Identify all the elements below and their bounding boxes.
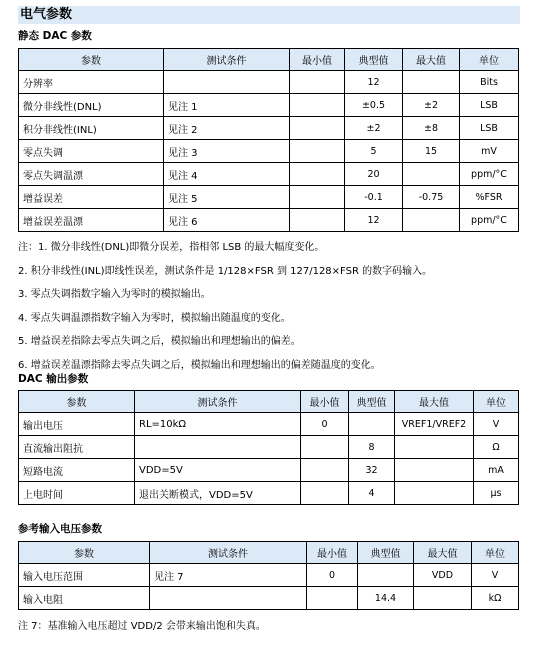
cell-unit: LSB [460, 117, 519, 140]
table-row [19, 186, 519, 209]
cell-condition: 见注 7 [150, 564, 307, 587]
dac-output-table [18, 390, 519, 505]
cell-param: 增益误差 [19, 186, 164, 209]
header-typ: 典型值 [358, 542, 414, 564]
cell-unit: mV [460, 140, 519, 163]
cell-min [290, 117, 345, 140]
cell-max: -0.75 [403, 186, 460, 209]
cell-param: 零点失调温漂 [19, 163, 164, 186]
cell-max [395, 436, 474, 459]
table-row [19, 564, 519, 587]
table-row [19, 459, 519, 482]
cell-min [301, 436, 349, 459]
static-dac-title: 静态 DAC 参数 [18, 30, 92, 42]
cell-min [307, 587, 358, 610]
cell-max: VDD [414, 564, 472, 587]
cell-param: 积分非线性(INL) [19, 117, 164, 140]
cell-condition: 见注 3 [164, 140, 290, 163]
table-row [19, 117, 519, 140]
cell-unit: ppm/°C [460, 209, 519, 232]
cell-unit: μs [474, 482, 519, 505]
header-typ: 典型值 [345, 49, 403, 71]
cell-max [395, 459, 474, 482]
cell-min [290, 94, 345, 117]
cell-param: 输入电压范围 [19, 564, 150, 587]
cell-max [403, 209, 460, 232]
cell-min [290, 71, 345, 94]
table-row [19, 71, 519, 94]
header-min: 最小值 [307, 542, 358, 564]
header-param: 参数 [19, 542, 150, 564]
cell-max [414, 587, 472, 610]
cell-unit: ppm/°C [460, 163, 519, 186]
cell-typ: ±2 [345, 117, 403, 140]
cell-unit: kΩ [472, 587, 519, 610]
cell-condition [150, 587, 307, 610]
static-dac-notes [18, 236, 432, 378]
table-header-row [19, 542, 519, 564]
cell-typ [349, 413, 395, 436]
table-row [19, 482, 519, 505]
cell-typ: ±0.5 [345, 94, 403, 117]
table-row [19, 94, 519, 117]
header-max: 最大值 [395, 391, 474, 413]
cell-min [301, 459, 349, 482]
header-condition: 测试条件 [135, 391, 301, 413]
cell-param: 增益误差温漂 [19, 209, 164, 232]
cell-unit: V [474, 413, 519, 436]
cell-typ: 5 [345, 140, 403, 163]
cell-typ: 14.4 [358, 587, 414, 610]
cell-condition: 见注 4 [164, 163, 290, 186]
cell-typ: -0.1 [345, 186, 403, 209]
cell-param: 零点失调 [19, 140, 164, 163]
cell-unit: LSB [460, 94, 519, 117]
note-2: 2. 积分非线性(INL)即线性误差，测试条件是 1/128×FSR 到 127/128×FSR 的数字码输入。 [18, 265, 433, 277]
cell-param: 分辨率 [19, 71, 164, 94]
cell-min: 0 [301, 413, 349, 436]
table-row [19, 209, 519, 232]
note-1: 注：1. 微分非线性(DNL)即微分误差，指相邻 LSB 的最大幅度变化。 [18, 242, 325, 253]
cell-condition: RL=10kΩ [135, 413, 301, 436]
table-row [19, 140, 519, 163]
header-max: 最大值 [414, 542, 472, 564]
cell-min [301, 482, 349, 505]
cell-typ: 12 [345, 71, 403, 94]
cell-max [403, 163, 460, 186]
header-max: 最大值 [403, 49, 460, 71]
cell-param: 直流输出阻抗 [19, 436, 135, 459]
cell-condition [164, 71, 290, 94]
note-5: 5. 增益误差指除去零点失调之后，模拟输出和理想输出的偏差。 [18, 336, 301, 348]
note-3: 3. 零点失调指数字输入为零时的模拟输出。 [18, 289, 211, 301]
cell-unit: mA [474, 459, 519, 482]
table-row [19, 413, 519, 436]
note-4: 4. 零点失调温漂指数字输入为零时，模拟输出随温度的变化。 [18, 312, 291, 324]
header-unit: 单位 [474, 391, 519, 413]
cell-unit: %FSR [460, 186, 519, 209]
header-param: 参数 [19, 391, 135, 413]
cell-min [290, 186, 345, 209]
cell-param: 输出电压 [19, 413, 135, 436]
note-7: 注 7：基准输入电压超过 VDD/2 会带来输出饱和失真。 [18, 621, 266, 632]
cell-param: 微分非线性(DNL) [19, 94, 164, 117]
cell-condition: 退出关断模式，VDD=5V [135, 482, 301, 505]
cell-typ: 8 [349, 436, 395, 459]
cell-condition: 见注 5 [164, 186, 290, 209]
note-6: 6. 增益误差温漂指除去零点失调之后，模拟输出和理想输出的偏差随温度的变化。 [18, 359, 381, 371]
header-param: 参数 [19, 49, 164, 71]
header-min: 最小值 [290, 49, 345, 71]
cell-typ: 32 [349, 459, 395, 482]
cell-condition [135, 436, 301, 459]
ref-input-table [18, 541, 519, 610]
cell-max: 15 [403, 140, 460, 163]
cell-max: ±8 [403, 117, 460, 140]
cell-param: 上电时间 [19, 482, 135, 505]
cell-typ: 4 [349, 482, 395, 505]
cell-unit: Ω [474, 436, 519, 459]
header-unit: 单位 [472, 542, 519, 564]
header-condition: 测试条件 [164, 49, 290, 71]
cell-typ [358, 564, 414, 587]
cell-max: ±2 [403, 94, 460, 117]
cell-max [403, 71, 460, 94]
cell-min [290, 140, 345, 163]
table-row [19, 587, 519, 610]
table-row [19, 436, 519, 459]
cell-min: 0 [307, 564, 358, 587]
cell-condition: VDD=5V [135, 459, 301, 482]
cell-min [290, 163, 345, 186]
table-header-row [19, 49, 519, 71]
header-condition: 测试条件 [150, 542, 307, 564]
cell-unit: V [472, 564, 519, 587]
cell-min [290, 209, 345, 232]
section-title: 电气参数 [18, 6, 520, 24]
cell-condition: 见注 1 [164, 94, 290, 117]
cell-unit: Bits [460, 71, 519, 94]
cell-param: 输入电阻 [19, 587, 150, 610]
cell-typ: 20 [345, 163, 403, 186]
header-unit: 单位 [460, 49, 519, 71]
cell-typ: 12 [345, 209, 403, 232]
static-dac-table [18, 48, 519, 232]
cell-max: VREF1/VREF2 [395, 413, 474, 436]
table-header-row [19, 391, 519, 413]
dac-output-title: DAC 输出参数 [18, 373, 89, 385]
cell-max [395, 482, 474, 505]
ref-input-title: 参考输入电压参数 [18, 523, 102, 535]
cell-condition: 见注 2 [164, 117, 290, 140]
table-row [19, 163, 519, 186]
header-min: 最小值 [301, 391, 349, 413]
cell-condition: 见注 6 [164, 209, 290, 232]
header-typ: 典型值 [349, 391, 395, 413]
cell-param: 短路电流 [19, 459, 135, 482]
